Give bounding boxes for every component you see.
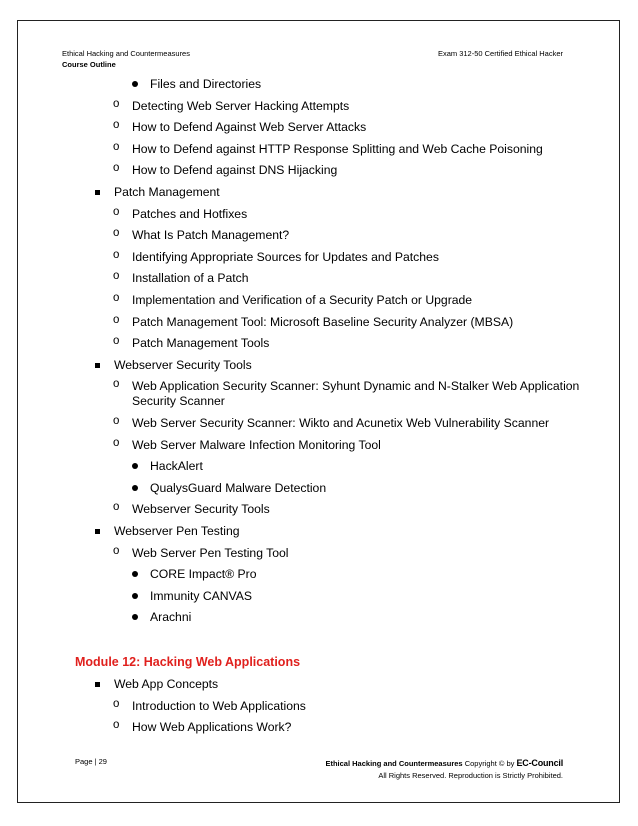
circle-bullet-icon: o [113,544,120,557]
list-item: CORE Impact® Pro [150,567,257,582]
header-course-outline: Course Outline [62,60,116,69]
list-item: Immunity CANVAS [150,588,253,603]
disc-bullet-icon [132,485,138,491]
circle-bullet-icon: o [113,436,120,449]
list-item: QualysGuard Malware Detection [150,480,327,495]
list-item: Implementation and Verification of a Security Patch or Upgrade [132,293,473,307]
circle-bullet-icon: o [113,270,120,283]
footer-copyright-text: Copyright © by [464,759,515,768]
header-course-title: Ethical Hacking and Countermeasures [62,49,190,58]
list-item: Patches and Hotfixes [132,206,248,221]
list-item: How to Defend against HTTP Response Splitting and Web Cache Poisoning [132,141,543,156]
list-item: Patch Management Tool: Microsoft Baseline Security Analyzer (MBSA) [132,314,514,329]
list-item: Installation of a Patch [132,271,249,286]
footer-rights: All Rights Reserved. Reproduction is Strictly Prohibited. [378,771,563,780]
list-item: HackAlert [150,459,203,474]
footer-page-number: Page | 29 [75,757,107,766]
circle-bullet-icon: o [113,97,120,110]
circle-bullet-icon: o [113,140,120,153]
list-item: Web Server Pen Testing Tool [132,545,289,560]
footer-copyright [325,757,563,782]
header-left [62,48,190,70]
footer-course: Ethical Hacking and Countermeasures [325,759,463,768]
module-title: Module 12: Hacking Web Applications [75,655,301,669]
list-item: Web Server Malware Infection Monitoring Tool [132,437,381,452]
circle-bullet-icon: o [113,119,120,132]
list-item: Introduction to Web Applications [132,698,306,713]
circle-bullet-icon: o [113,313,120,326]
disc-bullet-icon [132,593,138,599]
page-border [17,20,620,803]
list-item: Web Server Security Scanner: Wikto and Acunetix Web Vulnerability Scanner [132,416,550,430]
ec-council-logo: EC-Council [516,758,563,768]
list-item: Web App Concepts [114,677,219,691]
circle-bullet-icon: o [113,335,120,348]
circle-bullet-icon: o [113,292,120,304]
list-item: Webserver Pen Testing [114,524,240,538]
list-item: Webserver Security Tools [132,502,270,517]
list-item: Identifying Appropriate Sources for Updates and Patches [132,249,439,264]
circle-bullet-icon: o [113,501,120,514]
circle-bullet-icon: o [113,378,120,391]
circle-bullet-icon: o [113,227,120,240]
header-exam-title: Exam 312-50 Certified Ethical Hacker [437,49,563,58]
list-item: Webserver Security Tools [114,357,252,372]
list-item: How Web Applications Work? [132,720,292,735]
circle-bullet-icon: o [113,248,120,261]
circle-bullet-icon: o [113,415,120,427]
square-bullet-icon [95,682,100,687]
list-item: Patch Management Tools [132,336,270,351]
list-item: Arachni [150,610,192,625]
list-item: What Is Patch Management? [132,228,290,243]
circle-bullet-icon: o [113,719,120,732]
list-item: How to Defend against DNS Hijacking [132,163,338,178]
disc-bullet-icon [132,81,138,87]
list-item-continuation: Security Scanner [132,394,225,409]
square-bullet-icon [95,363,100,368]
circle-bullet-icon: o [113,162,120,175]
square-bullet-icon [95,529,100,534]
list-item: Detecting Web Server Hacking Attempts [132,98,350,113]
circle-bullet-icon: o [113,697,120,710]
circle-bullet-icon: o [113,205,120,218]
list-item: How to Defend Against Web Server Attacks [132,120,367,135]
list-item: Web Application Security Scanner: Syhunt Dynamic and N-Stalker Web Application [132,379,580,394]
list-item: Patch Management [114,185,220,199]
list-item: Files and Directories [150,77,262,91]
square-bullet-icon [95,190,100,195]
